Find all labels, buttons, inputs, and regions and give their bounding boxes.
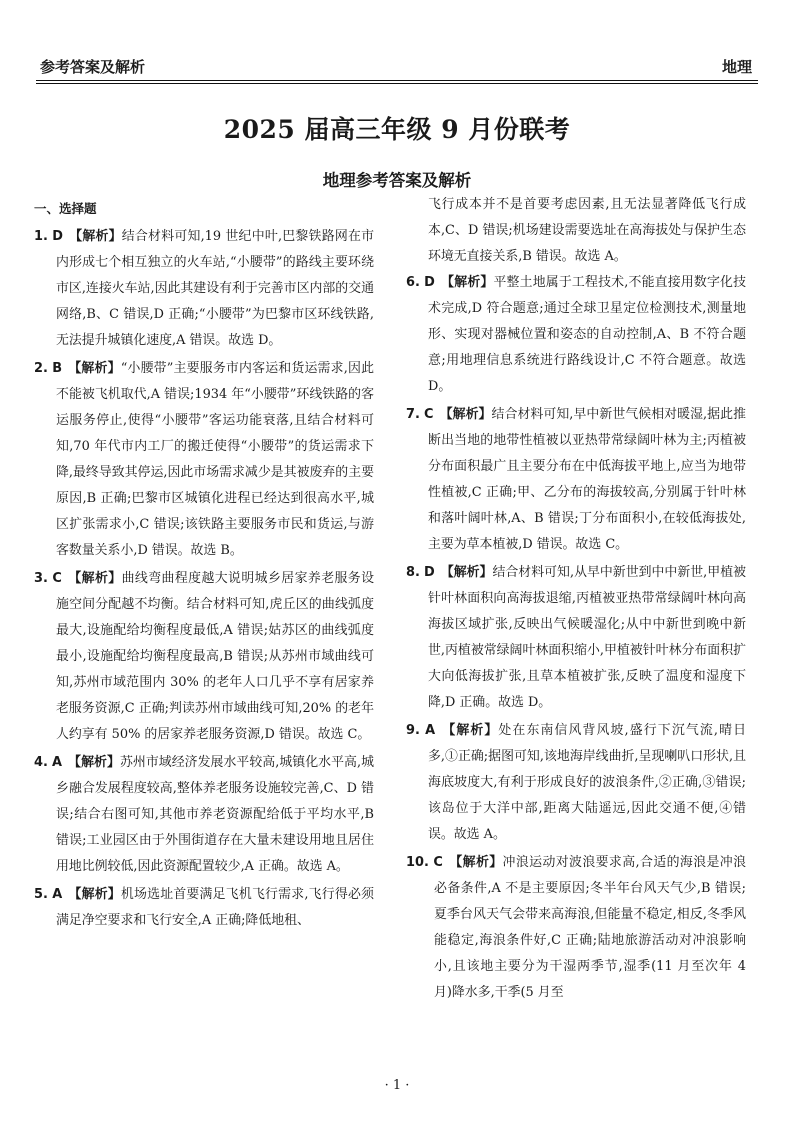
answer-letter: C [52, 571, 62, 586]
question-number: 6. [406, 275, 420, 290]
question-number: 10. [406, 855, 429, 870]
right-column [406, 192, 746, 1008]
analysis-text: 平整土地属于工程技术,不能直接用数字化技术完成,D 符合题意;通过全球卫星定位检测技术,测量地形、实现对器械位置和姿态的自动控制,A、B 不符合题意;用地理信息系统进行路线设计,C 不符合题意。故选 D。 [428, 275, 747, 394]
analysis-text: “小腰带”主要服务市内客运和货运需求,因此不能被飞机取代,A 错误;1934 年“小腰带”环线铁路的客运服务停止,使得“小腰带”客运功能衰落,且结合材料可知,70 年代市内工厂的搬迁使得“小腰带”的货运需求下降,最终导致其停运,因此市场需求减少是其被废弃的主要原因,B 正确;巴黎市区城镇化进程已经达到很高水平,城区扩张需求小,C 错误;该铁路主要服务市民和货运,与游客数量关系小,D 错误。故选 B。 [56, 361, 375, 558]
question-number: 7. [406, 407, 420, 422]
analysis-text: 结合材料可知,早中新世气候相对暖湿,据此推断出当地的地带性植被以亚热带常绿阔叶林为主;丙植被分布面积最广且主要分布在中低海拔平地上,应当为地带性植被,C 正确;甲、乙分布的海拔较高,分别属于针叶林和落叶阔叶林,A、B 错误;丁分布面积小,在较低海拔处,主要为草本植被,D 错误。故选 C。 [428, 407, 746, 552]
answer-letter: C [424, 407, 434, 422]
question-number: 5. [34, 887, 48, 902]
answer-item-10 [406, 850, 746, 1006]
header-rule [36, 80, 758, 81]
answer-item-8 [406, 560, 746, 716]
analysis-text: 处在东南信风背风坡,盛行下沉气流,晴日多,①正确;据图可知,该地海岸线曲折,呈现喇叭口形状,且海底坡度大,有利于形成良好的波浪条件,②正确,③错误;该岛位于大洋中部,距离大陆遥远,因此交通不便,④错误。故选 A。 [428, 723, 747, 842]
answer-letter: D [424, 565, 435, 580]
answer-letter: A [52, 887, 63, 902]
page-header [36, 52, 758, 82]
analysis-text: 结合材料可知,19 世纪中叶,巴黎铁路网在市内形成七个相互独立的火车站,“小腰带”的路线主要环绕市区,连接火车站,因此其建设有利于完善市区内部的交通网络,B、C 错误,D 正确;“小腰带”为巴黎市区环线铁路,无法提升城镇化速度,A 错误。故选 D。 [56, 229, 374, 348]
section-heading: 一、选择题 [34, 201, 97, 216]
analysis-text: 苏州市域经济发展水平较高,城镇化水平高,城乡融合发展程度较高,整体养老服务设施较完善,C、D 错误;结合右图可知,其他市养老资源配给低于平均水平,B 错误;工业园区由于外围街道存在大量未建设用地且居住用地比例较低,因此资源配置较少,A 正确。故选 A。 [56, 755, 375, 874]
analysis-tag: 【解析】 [439, 407, 492, 422]
analysis-tag: 【解析】 [68, 887, 121, 902]
analysis-tag: 【解析】 [68, 571, 122, 586]
answer-item-4 [34, 750, 374, 880]
question-number: 2. [34, 361, 48, 376]
answer-letter: A [425, 723, 436, 738]
analysis-tag: 【解析】 [441, 275, 494, 290]
answer-letter: D [52, 229, 63, 244]
answer-item-7 [406, 402, 746, 558]
analysis-text: 机场选址首要满足飞机飞行需求,飞行得必须满足净空要求和飞行安全,A 正确;降低地租、 [56, 887, 374, 928]
question-number: 8. [406, 565, 420, 580]
answer-item-1 [34, 224, 374, 354]
analysis-text: 冲浪运动对波浪要求高,合适的海浪是冲浪必备条件,A 不是主要原因;冬半年台风天气少,B 错误;夏季台风天气会带来高海浪,但能量不稳定,相反,冬季风能稳定,海浪条件好,C 正确;陆地旅游活动对冲浪影响小,且该地主要分为干湿两季节,湿季(11 月至次年 4 月)降水多,干季(5 月至 [434, 855, 746, 1000]
page-subtitle: 地理参考答案及解析 [322, 171, 472, 190]
left-column [34, 196, 374, 936]
page-number: · 1 · [384, 1078, 410, 1093]
analysis-text: 结合材料可知,从早中新世到中中新世,甲植被针叶林面积向高海拔退缩,丙植被亚热带常绿阔叶林向高海拔区域扩张,反映出气候暖湿化;从中中新世到晚中新世,丙植被常绿阔叶林面积缩小,甲植被针叶林分布面积扩大向低海拔扩张,且草本植被扩张,反映了温度和湿度下降,D 正确。故选 D。 [428, 565, 746, 710]
page-title: 2025 届高三年级 9 月份联考 [223, 115, 571, 144]
answer-item-9 [406, 718, 746, 848]
header-subject: 地理 [721, 58, 752, 76]
answer-item-6 [406, 270, 746, 400]
answer-item-5 [34, 882, 374, 934]
analysis-tag: 【解析】 [68, 361, 121, 376]
analysis-tag: 【解析】 [69, 229, 122, 244]
analysis-tag: 【解析】 [440, 565, 493, 580]
header-doc-type: 参考答案及解析 [40, 58, 146, 76]
answer-letter: D [424, 275, 435, 290]
answer-letter: B [52, 361, 63, 376]
analysis-tag: 【解析】 [442, 723, 499, 738]
answer-letter: A [52, 755, 63, 770]
question-number: 9. [406, 723, 420, 738]
question-number: 4. [34, 755, 48, 770]
continued-text: 飞行成本并不是首要考虑因素,且无法显著降低飞行成本,C、D 错误;机场建设需要选址在高海拔处与保护生态环境无直接关系,B 错误。故选 A。 [428, 197, 746, 264]
question-number: 1. [34, 229, 48, 244]
analysis-tag: 【解析】 [449, 855, 503, 870]
analysis-tag: 【解析】 [68, 755, 120, 770]
answer-item-3 [34, 566, 374, 748]
answer-item-2 [34, 356, 374, 564]
header-rule-thin [36, 83, 758, 84]
question-number: 3. [34, 571, 48, 586]
answer-letter: C [433, 855, 443, 870]
analysis-text: 曲线弯曲程度越大说明城乡居家养老服务设施空间分配越不均衡。结合材料可知,虎丘区的曲线弧度最大,设施配给均衡程度最低,A 错误;姑苏区的曲线弧度最小,设施配给均衡程度最高,B 错误;从苏州市域曲线可知,苏州市域范围内 30% 的老年人口几乎不享有居家养老服务资源,C 正确;判读苏州市域曲线可知,20% 的老年人约享有 50% 的居家养老服务资源,D 错误。故选 C。 [56, 571, 374, 742]
